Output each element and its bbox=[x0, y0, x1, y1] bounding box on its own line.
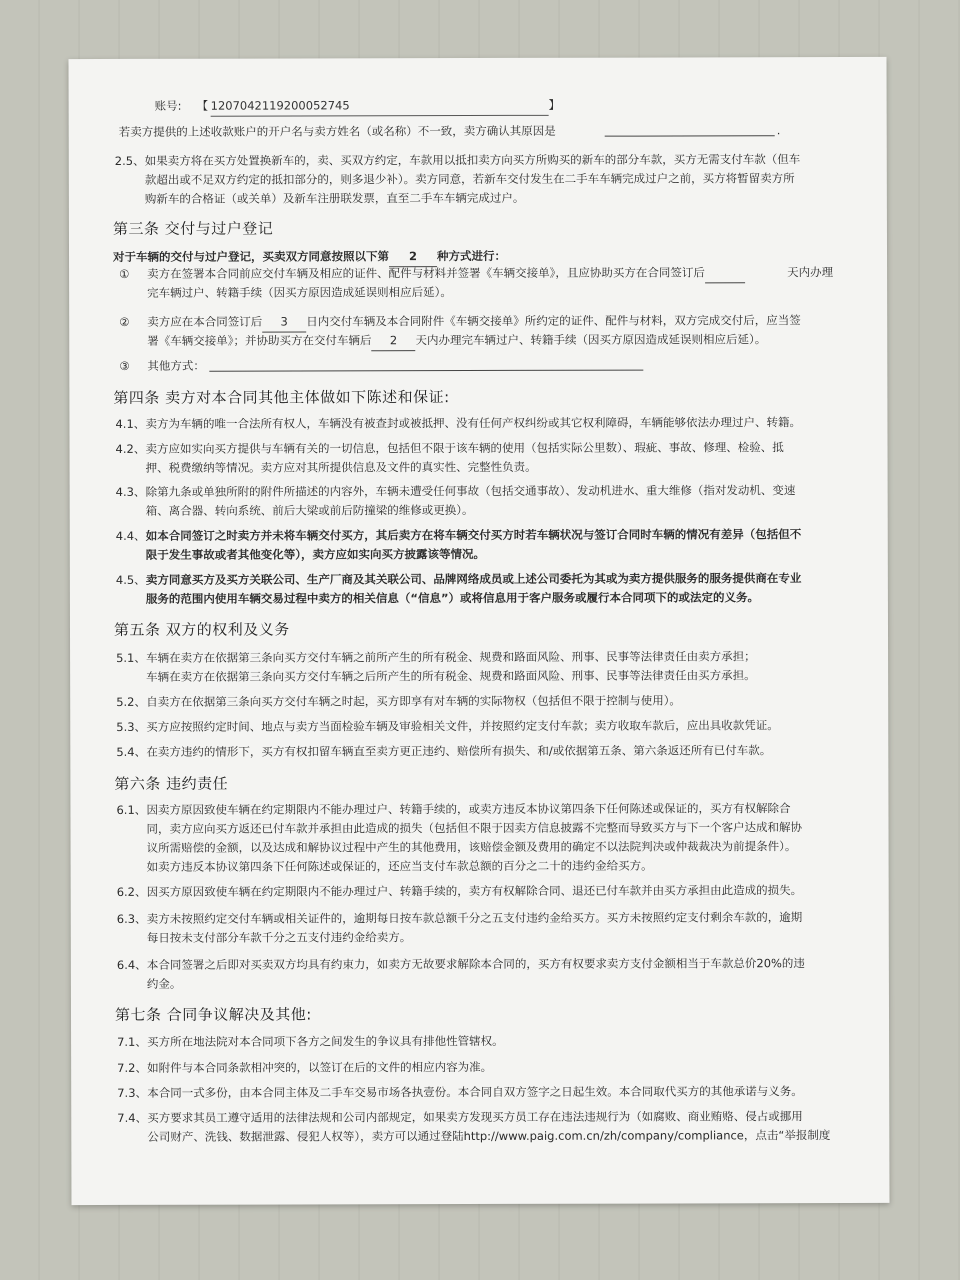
clause-text: 如果卖方将在买方处置换新车的，卖、买双方约定，车款用以抵扣卖方向买方所购买的新车的部分车款，买方无需支付车款（但车 bbox=[144, 152, 801, 168]
clause-text: 卖方未按照约定交付车辆或相关证件的，逾期每日按车款总额千分之五支付违约金给买方。买方未按照约定支付剩余车款的，逾期 bbox=[146, 910, 803, 926]
clause-text: 自卖方在依据第三条向买方交付车辆之时起，买方即享有对车辆的实际物权（包括但不限于控制与使用）。 bbox=[146, 693, 681, 709]
clause-text: 如卖方违反本协议第四条下任何陈述或保证的，还应当支付车款总额的百分之二十的违约金给买方。 bbox=[146, 858, 653, 874]
clause-text: 押、税费缴纳等情况。卖方应对其所提供信息及文件的真实性、完整性负责。 bbox=[145, 459, 537, 475]
clause-text: 同，卖方应向买方返还已付车款并承担由此造成的损失（包括但不限于因卖方信息披露不完整而导致买方与下一个客户达成和解协 bbox=[146, 820, 803, 836]
option-mark: ② bbox=[119, 314, 130, 329]
option-mark: ③ bbox=[119, 358, 130, 373]
clause-text: 除第九条或单独所附的附件所描述的内容外，车辆未遭受任何事故（包括交通事故）、发动机进水、重大维修（指对发动机、变速 bbox=[145, 483, 796, 499]
delivery-intro-b: 种方式进行： bbox=[437, 248, 507, 264]
clause-number: 7.2、 bbox=[117, 1060, 147, 1075]
mismatch-reason-blank bbox=[605, 135, 775, 136]
account-open-bracket: 【 bbox=[196, 98, 209, 113]
clause-number: 4.4、 bbox=[115, 528, 146, 543]
clause-text: 如附件与本合同条款相冲突的，以签订在后的文件的相应内容为准。 bbox=[147, 1059, 493, 1075]
option-text bbox=[147, 330, 766, 351]
clause-text: 买方要求其员工遵守适用的法律法规和公司内部规定，如果卖方发现买方员工存在违法违规行为（如腐败、商业贿赂、侵占或挪用 bbox=[147, 1109, 803, 1125]
clause-text: 买方应按照约定时间、地点与卖方当面检验车辆及审验相关文件，并按照约定支付车款；卖方收取车款后，应出具收款凭证。 bbox=[146, 718, 779, 734]
clause-text: 每日按未支付部分车款千分之五支付违约金给卖方。 bbox=[146, 930, 412, 945]
clause-number: 5.2、 bbox=[116, 694, 146, 709]
clause-number: 6.1、 bbox=[116, 802, 147, 817]
days-blank bbox=[705, 263, 745, 283]
option-text: 完车辆过户、转籍手续（因买方原因造成延误则相应后延）。 bbox=[147, 285, 452, 300]
clause-text: 买方所在地法院对本合同项下各方之间发生的争议具有排他性管辖权。 bbox=[147, 1033, 504, 1049]
mismatch-reason-text: 若卖方提供的上述收款账户的开户名与卖方姓名（或名称）不一致，卖方确认其原因是 bbox=[118, 123, 556, 139]
account-number: 1207042119200052745 bbox=[211, 96, 549, 116]
option-text-a: 卖方应在本合同签订后 bbox=[147, 314, 263, 329]
clause-text: 本合同签署之后即对买卖双方均具有约束力，如卖方无故要求解除本合同的，买方有权要求卖方支付金额相当于车款总价20%的违 bbox=[146, 956, 805, 972]
clause-number: 6.4、 bbox=[116, 957, 147, 972]
option-text-a: 署《车辆交接单》；并协助买方在交付车辆后 bbox=[147, 333, 372, 348]
clause-number: 4.1、 bbox=[115, 416, 146, 431]
clause-text: 卖方同意买方及买方关联公司、生产厂商及其关联公司、品牌网络成员或上述公司委托为其或为卖方提供服务的服务提供商在专业 bbox=[145, 571, 802, 587]
clause-text: 服务的范围内使用车辆交易过程中卖方的相关信息（“信息”）或将信息用于客户服务或履行本合同项下的或法定的义务。 bbox=[145, 590, 760, 606]
option-text-b: 天内办理 bbox=[787, 265, 834, 280]
option-mark: ① bbox=[119, 266, 130, 281]
section-title: 第三条 交付与过户登记 bbox=[112, 219, 274, 238]
clause-text: 在卖方违约的情形下，买方有权扣留车辆直至卖方更正违约、赔偿所有损失、和/或依据第五条、第六条返还所有已付车款。 bbox=[146, 743, 772, 759]
contract-page bbox=[69, 57, 890, 1205]
clause-number: 5.3、 bbox=[116, 719, 147, 734]
section-title: 第七条 合同争议解决及其他: bbox=[114, 1005, 312, 1024]
clause-number: 7.4、 bbox=[117, 1110, 148, 1125]
other-method-label: 其他方式： bbox=[147, 358, 205, 373]
clause-text: 车辆在卖方在依据第三条向买方交付车辆之后所产生的所有税金、规费和路面风险、刑事、民事等法律责任由买方承担。 bbox=[146, 668, 756, 684]
clause-text: 卖方为车辆的唯一合法所有权人，车辆没有被查封或被抵押、没有任何产权纠纷或其它权利障碍，车辆能够依法办理过户、转籍。 bbox=[145, 415, 801, 431]
clause-text: 议所需赔偿的金额，以及达成和解协议过程中产生的其他费用，该赔偿金额及费用的确定不以法院判决或仲裁裁决为前提条件）。 bbox=[146, 839, 797, 855]
clause-text: 公司财产、洗钱、数据泄露、侵犯人权等），卖方可以通过登陆http://www.paig.com.cn/zh/company/compliance，点击“举报制度 bbox=[147, 1128, 831, 1144]
clause-text: 购新车的合格证（或关单）及新车注册联发票，直至二手车车辆完成过户。 bbox=[144, 190, 525, 206]
clause-text: 款超出或不足双方约定的抵扣部分的，则多退少补）。卖方同意，若新车交付发生在二手车车辆完成过户之前，买方将暂留卖方所 bbox=[144, 171, 795, 187]
delivery-method-number: 2 bbox=[389, 247, 437, 267]
clause-text: 本合同一式多份，由本合同主体及二手车交易市场各执壹份。本合同自双方签字之日起生效。本合同取代买方的其他承诺与义务。 bbox=[147, 1084, 803, 1100]
clause-number: 2.5、 bbox=[114, 153, 145, 168]
clause-number: 4.2、 bbox=[115, 441, 146, 456]
clause-number: 4.3、 bbox=[115, 484, 146, 499]
clause-number: 7.1、 bbox=[117, 1034, 147, 1049]
section-title: 第五条 双方的权利及义务 bbox=[113, 620, 290, 639]
clause-number: 4.5、 bbox=[115, 572, 146, 587]
account-close-bracket: 】 bbox=[548, 97, 561, 112]
option-text bbox=[147, 311, 801, 332]
transfer-days: 2 bbox=[371, 331, 415, 351]
clause-number: 5.4、 bbox=[116, 744, 147, 759]
clause-text: 如本合同签订之时卖方并未将车辆交付买方，其后卖方在将车辆交付买方时若车辆状况与签订合同时车辆的情况有差异（包括但不 bbox=[145, 527, 802, 543]
option-text-a: 卖方在签署本合同前应交付车辆及相应的证件、配件与材料并签署《车辆交接单》，且应协助买方在合同签订后 bbox=[147, 265, 705, 281]
option-text-b: 日内交付车辆及本合同附件《车辆交接单》所约定的证件、配件与材料，双方完成交付后，应当签 bbox=[306, 313, 801, 329]
delivery-intro-a: 对于车辆的交付与过户登记，买卖双方同意按照以下第 bbox=[113, 249, 390, 264]
clause-text: 约金。 bbox=[146, 976, 182, 991]
other-method-blank bbox=[209, 370, 643, 372]
clause-text: 因买方原因致使车辆在约定期限内不能办理过户、转籍手续的，卖方有权解除合同、退还已付车款并由买方承担由此造成的损失。 bbox=[146, 883, 803, 899]
clause-text: 箱、离合器、转向系统、前后大梁或前后防撞梁的维修或更换）。 bbox=[145, 503, 474, 518]
option-text-b: 天内办理完车辆过户、转籍手续（因买方原因造成延误则相应后延）。 bbox=[415, 332, 767, 348]
delivery-days: 3 bbox=[262, 312, 306, 332]
clause-text: 卖方应如实向买方提供与车辆有关的一切信息，包括但不限于该车辆的使用（包括实际公里数）、瑕疵、事故、修理、检验、抵 bbox=[145, 440, 784, 456]
option-text bbox=[147, 263, 745, 284]
account-label: 账号: bbox=[154, 98, 182, 113]
clause-number: 6.2、 bbox=[116, 884, 147, 899]
clause-number: 7.3、 bbox=[117, 1085, 148, 1100]
clause-text: 车辆在卖方在依据第三条向买方交付车辆之前所产生的所有税金、规费和路面风险、刑事、民事等法律责任由卖方承担； bbox=[146, 649, 756, 665]
clause-number: 5.1、 bbox=[116, 650, 146, 665]
section-title: 第四条 卖方对本合同其他主体做如下陈述和保证: bbox=[113, 388, 450, 407]
clause-text: 限于发生事故或者其他变化等），卖方应如实向买方披露该等情况。 bbox=[145, 546, 486, 562]
clause-text: 因卖方原因致使车辆在约定期限内不能办理过户、转籍手续的，或卖方违反本协议第四条下任何陈述或保证的，买方有权解除合 bbox=[146, 801, 791, 817]
clause-number: 6.3、 bbox=[116, 911, 147, 926]
mismatch-period: . bbox=[776, 123, 781, 138]
section-title: 第六条 违约责任 bbox=[114, 774, 229, 793]
